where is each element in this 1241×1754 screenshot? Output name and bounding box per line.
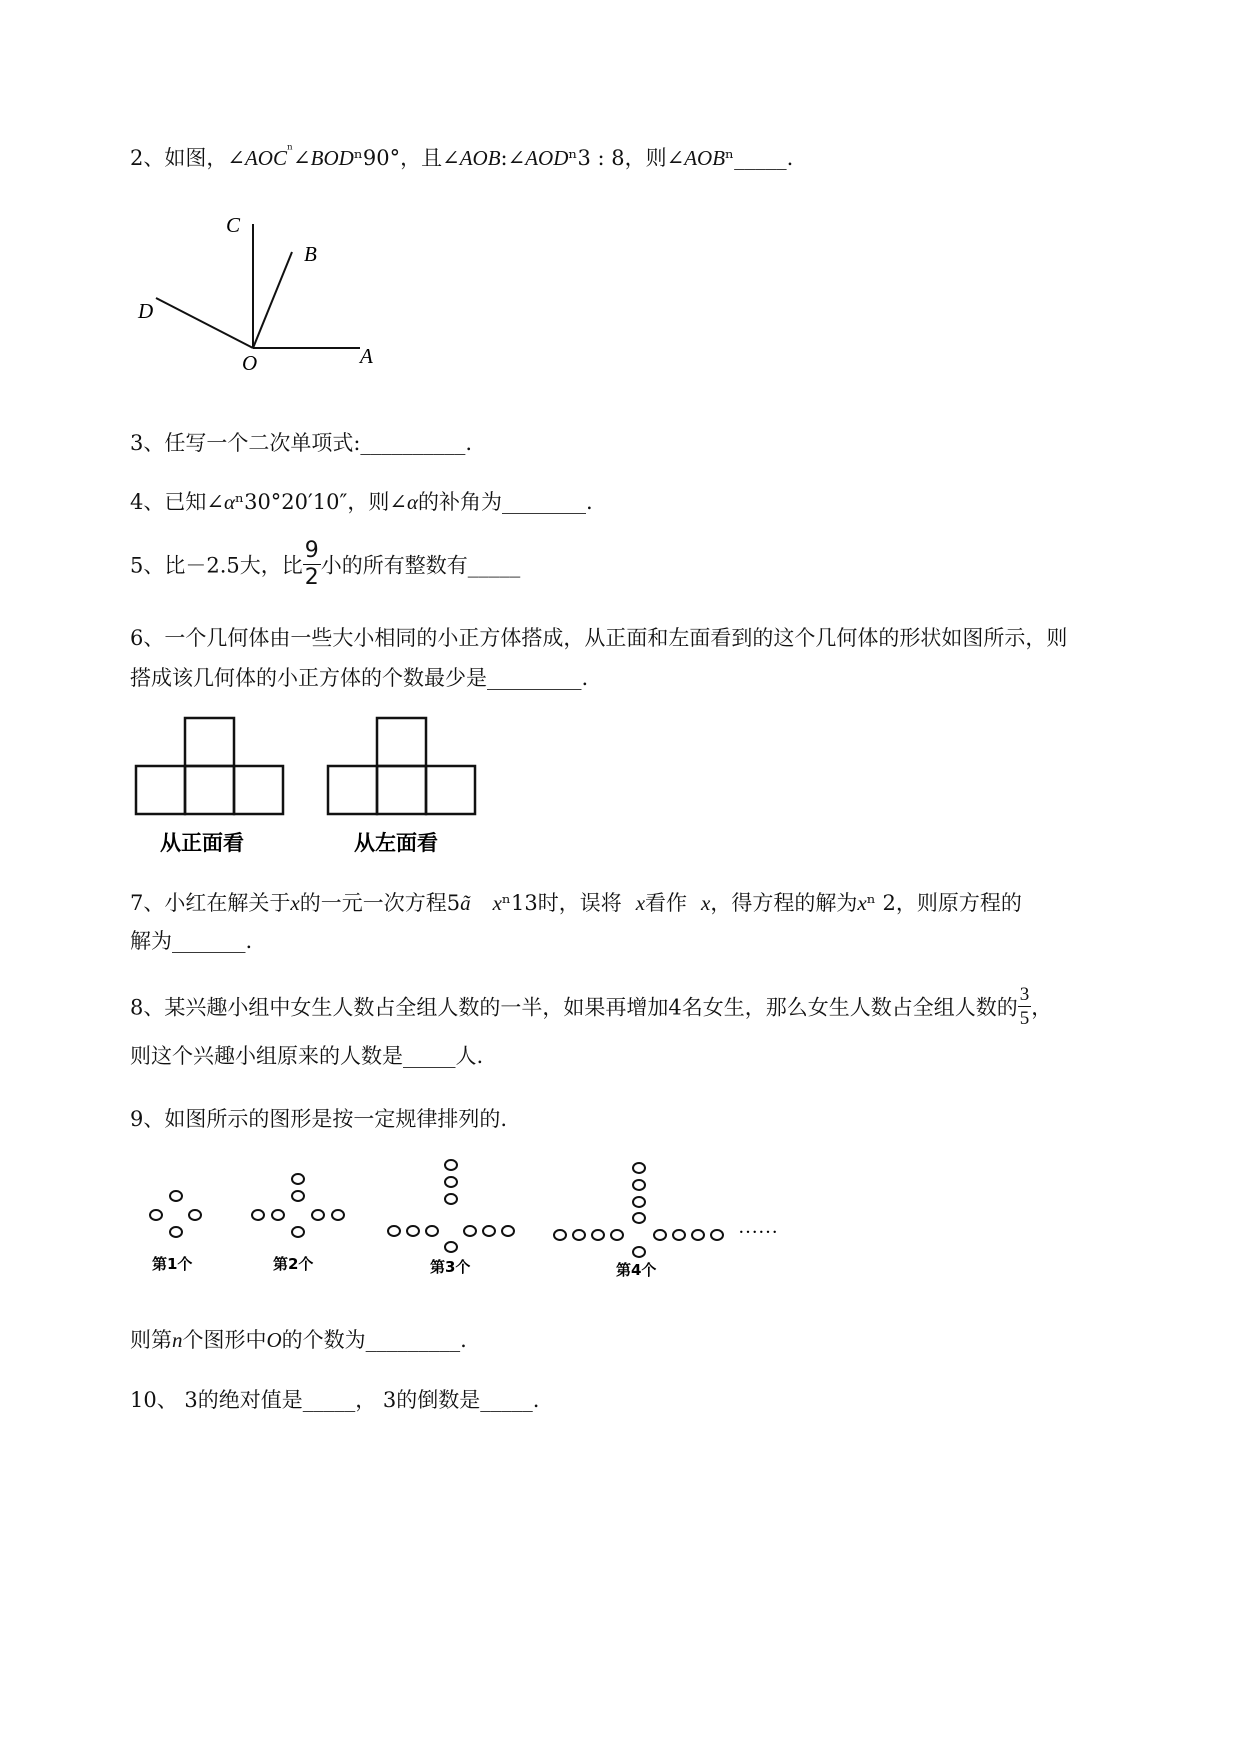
- garbled-eq: ⁿ: [286, 142, 294, 158]
- angle-bod: ∠BOD: [293, 146, 354, 170]
- pattern-3-label: 第3个: [430, 1258, 471, 1276]
- pattern-2: [252, 1174, 344, 1237]
- angle-aob: ∠AOB: [442, 146, 501, 170]
- alpha: α: [223, 490, 235, 514]
- question-3: 3、任写一个二次单项式:__________.: [130, 431, 473, 455]
- question-10: 10、 3的绝对值是_____， 3的倒数是_____.: [130, 1388, 540, 1412]
- alpha-2: α: [406, 490, 418, 514]
- pattern-4: [554, 1163, 723, 1257]
- q7-pre: 7、小红在解关于: [130, 891, 291, 915]
- denominator: 5: [1019, 1008, 1030, 1029]
- colon: :: [500, 146, 508, 170]
- angle-aoc: ∠AOC: [227, 146, 287, 170]
- question-9-line2: [130, 1324, 467, 1354]
- label-o: O: [242, 351, 258, 375]
- front-view: [136, 718, 283, 814]
- q5-pre: 5、比－2.5大，比: [130, 553, 303, 578]
- var-n: n: [172, 1328, 183, 1352]
- circles-pattern-figure: [140, 1155, 800, 1285]
- question-8-line1: [130, 985, 1052, 1028]
- label-a: A: [360, 344, 373, 368]
- pattern-1: [150, 1191, 201, 1237]
- numerator: 3: [1019, 984, 1030, 1005]
- q9-mid: 个图形中: [182, 1328, 267, 1352]
- q4-post: 的补角为________.: [418, 490, 593, 514]
- front-view-label: 从正面看: [160, 831, 244, 855]
- pattern-3: [388, 1160, 514, 1252]
- ellipsis: ……: [738, 1216, 778, 1238]
- angle-figure: [120, 200, 410, 390]
- fraction-9-2: [303, 540, 321, 589]
- label-d: D: [138, 299, 154, 323]
- q2-blank: ⁿ_____.: [725, 146, 794, 170]
- q7-mid3: 看作: [645, 891, 688, 915]
- var-a: ã: [460, 891, 471, 915]
- q8-pre: 8、某兴趣小组中女生人数占全组人数的一半，如果再增加4名女生，那么女生人数占全组人数的: [130, 995, 1018, 1020]
- var-x-2: x: [492, 891, 502, 915]
- q9-post: 的个数为_________.: [281, 1328, 467, 1352]
- question-8-line2: 则这个兴趣小组原来的人数是_____人.: [130, 1044, 484, 1068]
- left-view-label: 从左面看: [354, 831, 438, 855]
- var-x: x: [290, 891, 300, 915]
- var-x-3: x: [635, 891, 646, 915]
- question-7-line1: [130, 887, 1022, 917]
- var-x-4: x: [701, 891, 711, 915]
- angle-aob-2: ∠AOB: [666, 146, 726, 170]
- left-view: [328, 718, 475, 814]
- q7-mid2: ⁿ13时，误将: [501, 891, 622, 915]
- q2-ratio: ⁿ3 : 8，则: [568, 146, 667, 170]
- q4-mid: ⁿ30°20′10″，则∠: [235, 490, 407, 514]
- q7-mid1: 的一元一次方程5: [299, 891, 461, 915]
- var-o: O: [266, 1328, 282, 1352]
- question-2: [130, 142, 793, 172]
- angle-aod: ∠AOD: [507, 146, 569, 170]
- q9-pre: 则第: [130, 1328, 172, 1352]
- q7-mid4: ，得方程的解为: [710, 891, 858, 915]
- question-4: [130, 486, 593, 516]
- q7-end: ⁿ 2，则原方程的: [866, 891, 1022, 915]
- q2-number: 2、如图，: [130, 146, 228, 170]
- pattern-1-label: 第1个: [152, 1255, 193, 1273]
- question-6-line1: 6、一个几何体由一些大小相同的小正方体搭成，从正面和左面看到的这个几何体的形状如图所示，则: [130, 626, 1068, 650]
- question-7-line2: 解为_______.: [130, 929, 253, 953]
- views-figure: [130, 710, 490, 860]
- pattern-2-label: 第2个: [273, 1255, 314, 1273]
- var-x-5: x: [857, 891, 867, 915]
- denominator: 2: [304, 565, 319, 590]
- q2-text: ⁿ90°，且: [353, 146, 443, 170]
- q5-post: 小的所有整数有_____: [320, 553, 521, 578]
- label-b: B: [304, 242, 317, 266]
- numerator: 9: [304, 538, 319, 563]
- fraction-3-5: [1018, 985, 1032, 1028]
- pattern-4-label: 第4个: [616, 1261, 657, 1279]
- q4-pre: 4、已知∠: [130, 490, 224, 514]
- question-5: [130, 540, 520, 589]
- question-9-line1: 9、如图所示的图形是按一定规律排列的.: [130, 1107, 508, 1131]
- question-6-line2: 搭成该几何体的小正方体的个数最少是_________.: [130, 666, 589, 690]
- q8-comma: ，: [1031, 995, 1053, 1020]
- label-c: C: [226, 213, 241, 237]
